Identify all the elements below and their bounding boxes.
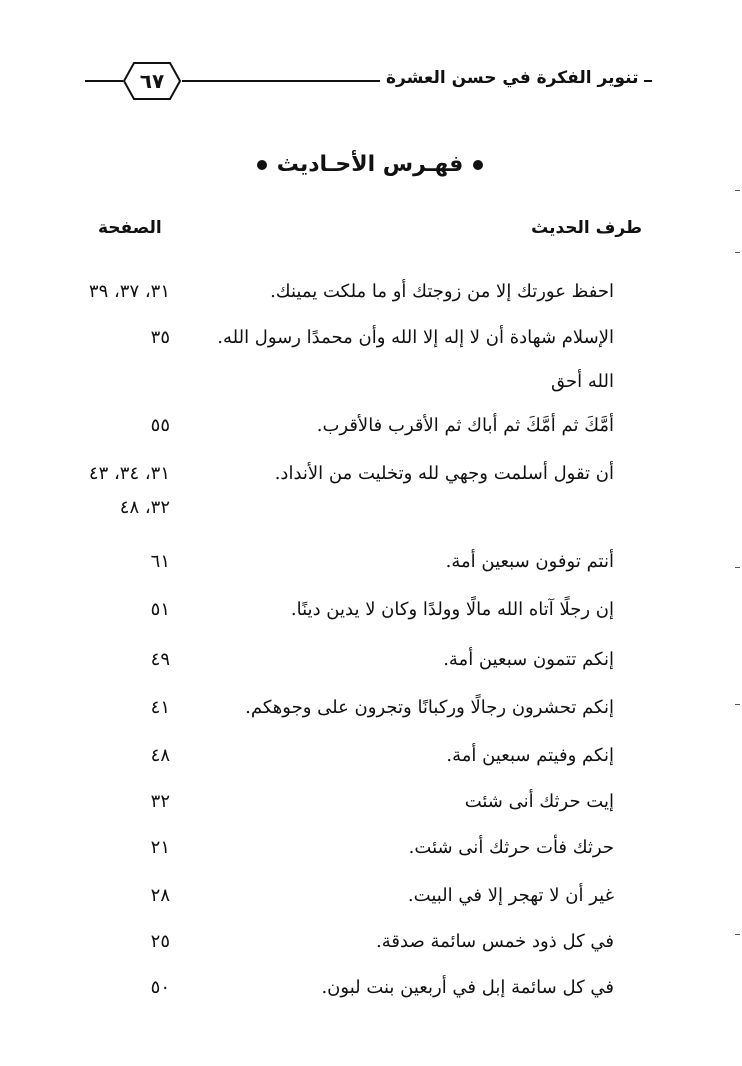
hadith-text: في كل سائمة إبل في أربعين بنت لبون. — [321, 977, 614, 998]
page-reference: ٦١ — [150, 551, 170, 572]
bullet-icon — [473, 160, 483, 170]
index-title — [220, 152, 520, 177]
hadith-text: أن تقول أسلمت وجهي لله وتخليت من الأنداد. — [274, 463, 614, 484]
index-entry — [0, 318, 742, 358]
index-entry — [0, 640, 742, 680]
page-reference: ٣٢ — [150, 791, 170, 812]
scan-mark — [735, 704, 740, 705]
hadith-text: أنتم توفون سبعين أمة. — [445, 551, 614, 572]
scan-mark — [735, 190, 740, 191]
header-rule-left — [85, 80, 123, 82]
hadith-text: الله أحق — [551, 371, 614, 392]
scan-mark — [735, 252, 740, 253]
hadith-text: الإسلام شهادة أن لا إله إلا الله وأن محمدًا رسول الله. — [217, 327, 614, 348]
page-reference: ٢٥ — [150, 931, 170, 952]
hadith-text: إنكم تحشرون رجالًا وركبانًا وتجرون على وجوهكم. — [245, 697, 614, 718]
page-reference: ٥٥ — [150, 415, 170, 436]
index-entry — [0, 782, 742, 822]
page-number-badge — [122, 61, 182, 101]
column-heading-hadith: طرف الحديث — [531, 218, 642, 238]
page-reference: ٥٠ — [150, 977, 170, 998]
bullet-icon — [257, 160, 267, 170]
page-reference: ٢٨ — [150, 885, 170, 906]
hadith-text: إنكم وفيتم سبعين أمة. — [446, 745, 614, 766]
page-reference: ٤١ — [150, 697, 170, 718]
hadith-text: إيت حرثك أنى شئت — [464, 791, 614, 812]
hadith-text: إن رجلًا آتاه الله مالًا وولدًا وكان لا يدين دينًا. — [290, 599, 614, 620]
page-reference: ٤٩ — [150, 649, 170, 670]
page-reference: ٣١، ٣٧، ٣٩ — [88, 281, 170, 302]
scan-mark — [735, 934, 740, 935]
index-entry — [0, 688, 742, 728]
hadith-text: احفظ عورتك إلا من زوجتك أو ما ملكت يمينك. — [270, 281, 614, 302]
hadith-text: حرثك فأت حرثك أنى شئت. — [408, 837, 614, 858]
index-entry — [0, 876, 742, 916]
index-entry — [0, 736, 742, 776]
index-entry — [0, 272, 742, 312]
hadith-text: في كل ذود خمس سائمة صدقة. — [376, 931, 614, 952]
index-entry-continued — [0, 362, 742, 402]
page-reference: ٣٥ — [150, 327, 170, 348]
scan-mark — [735, 567, 740, 568]
index-title-text: فهـرس الأحـاديث — [276, 152, 464, 177]
page-reference: ٢١ — [150, 837, 170, 858]
index-entry — [0, 406, 742, 446]
page-reference: ٣١، ٣٤، ٤٣ — [88, 463, 170, 484]
hadith-text: غير أن لا تهجر إلا في البيت. — [407, 885, 614, 906]
page-number: ٦٧ — [139, 69, 165, 93]
hadith-text: إنكم تتمون سبعين أمة. — [443, 649, 614, 670]
index-entry — [0, 590, 742, 630]
page-reference: ٤٨ — [150, 745, 170, 766]
page-reference: ٥١ — [150, 599, 170, 620]
index-entry — [0, 828, 742, 868]
index-entry-continued — [0, 488, 742, 528]
page-reference: ٣٢، ٤٨ — [119, 497, 170, 518]
index-entry — [0, 542, 742, 582]
index-entry — [0, 968, 742, 1008]
index-entry — [0, 922, 742, 962]
running-header-title: تنوير الفكرة في حسن العشرة — [380, 66, 644, 90]
column-heading-page: الصفحة — [98, 218, 162, 238]
hadith-text: أمَّكَ ثم أمَّكَ ثم أباك ثم الأقرب فالأقرب. — [316, 415, 614, 436]
